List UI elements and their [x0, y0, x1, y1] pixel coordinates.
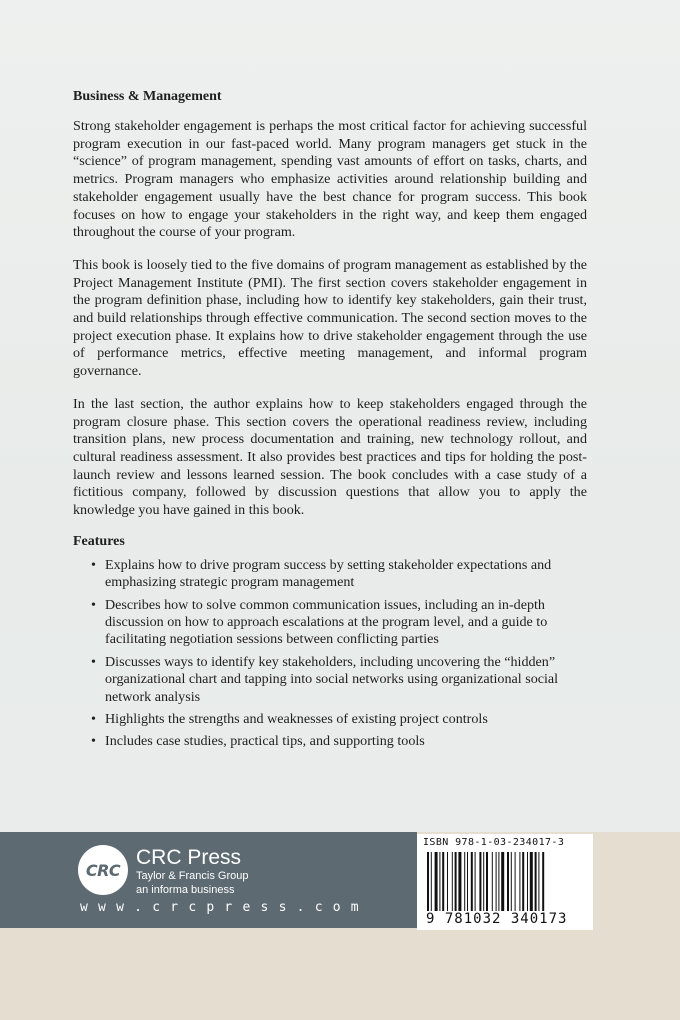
feature-item [91, 733, 560, 750]
feature-text: Highlights the strengths and weaknesses of existing project controls [105, 711, 488, 728]
blurb-content [73, 88, 587, 756]
publisher-tagline: an informa business [136, 884, 235, 896]
cream-strip-bottom [0, 928, 680, 1020]
feature-item [91, 654, 560, 706]
blurb-paragraph-3: In the last section, the author explains how to keep stakeholders engaged through the program closure phase. This section covers the operational readiness review, including transition plans, new process documentation and training, new technology rollout, and cultural readiness assessment. It also provides best practices and tips for holding the post-launch review and lessons learned session. The book concludes with a case study of a fictitious company, followed by discussion questions that allow you to apply the knowledge you have gained in this book. [73, 395, 587, 519]
blurb-paragraph-2: This book is loosely tied to the five domains of program management as established by the Project Management Institute (PMI). The first section covers stakeholder engagement in the program definition phase, including how to identify key stakeholders, gain their trust, and build relationships through effective communication. The second section moves to the project execution phase. It explains how to drive stakeholder engagement through the use of performance metrics, effective meeting management, and informal program governance. [73, 256, 587, 380]
bullet-icon: • [91, 596, 96, 613]
feature-text: Describes how to solve common communication issues, including an in-depth discussion on how to approach escalations at the program level, and a guide to facilitating negotiation sessions between conflicting parties [105, 596, 548, 648]
publisher-website: w w w . c r c p r e s s . c o m [80, 900, 360, 915]
feature-item [91, 597, 560, 649]
publisher-group: Taylor & Francis Group [136, 870, 249, 882]
publisher-block [136, 847, 248, 897]
blurb-paragraph-1: Strong stakeholder engagement is perhaps the most critical factor for achieving successful program execution in our fast-paced world. Many program managers get stuck in the “science” of program management, spending vast amounts of effort on tasks, charts, and metrics. Program managers who emphasize activities around relationship building and stakeholder engagement usually have the best chance for program success. This book focuses on how to engage your stakeholders in the right way, and keep them engaged throughout the course of your program. [73, 118, 587, 241]
feature-text: Includes case studies, practical tips, and supporting tools [105, 733, 425, 750]
isbn-barcode [417, 834, 593, 930]
feature-item [91, 557, 560, 592]
feature-text: Discusses ways to identify key stakeholders, including uncovering the “hidden” organizational chart and tapping into social networks using organizational social network analysis [105, 653, 559, 705]
category-heading: Business & Management [73, 89, 222, 104]
bullet-icon: • [91, 711, 96, 728]
barcode-digits: 9 781032 340173 [426, 911, 568, 927]
feature-item [91, 711, 560, 728]
bullet-icon: • [91, 733, 96, 750]
crc-logo-icon [78, 845, 128, 895]
bullet-icon: • [91, 653, 96, 670]
publisher-name: CRC Press [136, 846, 242, 869]
bullet-icon: • [91, 556, 96, 573]
crc-logo-text: CRC [85, 860, 121, 880]
feature-text: Explains how to drive program success by setting stakeholder expectations and emphasizing strategic program management [105, 556, 552, 591]
features-heading: Features [73, 533, 125, 549]
barcode-bars-icon [417, 852, 593, 914]
isbn-label: ISBN 978-1-03-234017-3 [423, 837, 565, 848]
features-list [73, 557, 587, 751]
